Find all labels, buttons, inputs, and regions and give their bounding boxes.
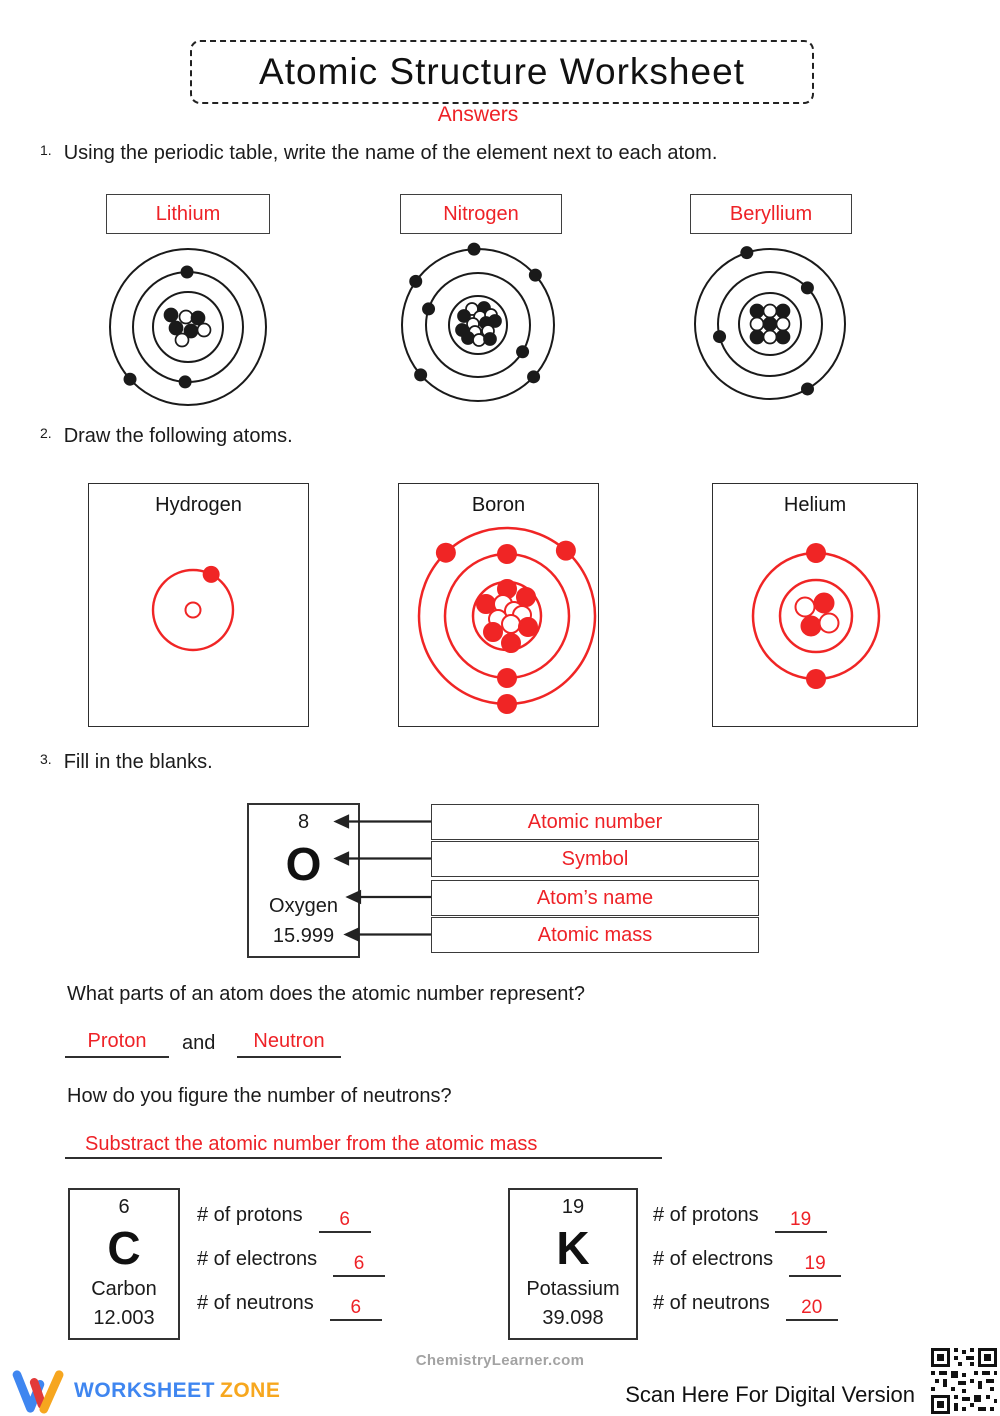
q1-number: 1. [40,142,52,158]
carbon-neutrons-answer: 6 [330,1297,382,1321]
label-box-atomic-number: Atomic number [431,804,759,840]
blank-neutron-method [65,1133,662,1159]
carbon-protons-answer: 6 [319,1209,371,1233]
potassium-symbol: K [556,1222,590,1275]
potassium-mass: 39.098 [542,1306,604,1329]
answer-neutron: Neutron [253,1030,325,1052]
carbon-protons-row: # of protons 6 [197,1204,371,1229]
logo-word-zone: ZONE [220,1379,281,1402]
draw-box-hydrogen [88,483,309,727]
oxygen-symbol: O [285,838,322,891]
answer-text-beryllium: Beryllium [729,202,813,225]
oxygen-mass: 15.999 [272,924,335,947]
potassium-electrons-answer: 19 [789,1253,841,1277]
answer-box-lithium [106,194,270,234]
answer-box-nitrogen [400,194,562,234]
label-box-atoms-name: Atom’s name [431,880,759,916]
scan-here-text: Scan Here For Digital Version [625,1382,915,1407]
carbon-atomic-number: 6 [118,1196,130,1218]
carbon-electrons-row: # of electrons 6 [197,1248,385,1273]
tile-label-arrows [240,800,770,965]
potassium-neutrons-answer: 20 [786,1297,838,1321]
potassium-protons-answer: 19 [775,1209,827,1233]
answer-text-nitrogen: Nitrogen [443,202,519,225]
atom-diagram-nitrogen [393,240,563,410]
label-box-atomic-mass: Atomic mass [431,917,759,953]
draw-box-label-hydrogen: Hydrogen [155,494,242,516]
draw-box-boron [398,483,599,727]
answers-subtitle: Answers [437,103,519,126]
conjunction-and: and [182,1032,216,1054]
atom-diagram-beryllium [685,239,855,409]
potassium-atomic-number: 19 [561,1196,585,1218]
blank-neutron [237,1030,341,1058]
q2-prompt: $^{2.}$ Draw the following atoms. [40,425,293,447]
logo-word-worksheet: WORKSHEET [74,1379,215,1402]
answer-text-lithium: Lithium [155,202,221,225]
draw-box-helium [712,483,918,727]
site-credit: ChemistryLearner.com [415,1352,585,1369]
carbon-symbol: C [107,1222,141,1275]
element-tile-carbon [68,1188,180,1340]
atom-diagram-lithium [103,242,273,412]
q3-prompt: $^{3.}$ Fill in the blanks. [40,751,213,773]
worksheetzone-logo-mark [12,1368,66,1414]
oxygen-atomic-number: 8 [297,811,310,833]
draw-box-label-helium: Helium [783,494,847,516]
atom-drawing-hydrogen [93,510,293,710]
answer-box-beryllium [690,194,852,234]
potassium-neutrons-row: # of neutrons 20 [653,1292,838,1317]
answer-neutron-method: Substract the atomic number from the atomic mass [85,1133,538,1155]
element-tile-potassium [508,1188,638,1340]
page-title: Atomic Structure Worksheet [259,51,745,92]
draw-box-label-boron: Boron [471,494,526,516]
subq1-prompt: What parts of an atom does the atomic number represent? [67,983,586,1005]
title-box [190,40,814,104]
atom-drawing-boron [407,516,607,716]
carbon-name: Carbon [91,1277,157,1300]
potassium-protons-row: # of protons 19 [653,1204,827,1229]
subq2-prompt: How do you figure the number of neutrons? [67,1085,452,1107]
carbon-mass: 12.003 [93,1306,155,1329]
potassium-electrons-row: # of electrons 19 [653,1248,841,1273]
oxygen-name: Oxygen [269,894,338,917]
answer-proton: Proton [87,1030,147,1052]
carbon-electrons-answer: 6 [333,1253,385,1277]
atom-drawing-helium [716,516,916,716]
qr-code [929,1346,999,1416]
q2-number: 2. [40,425,52,441]
q3-number: 3. [40,751,52,767]
blank-proton [65,1030,169,1058]
label-box-symbol: Symbol [431,841,759,877]
q1-prompt: $^{1.}$ Using the periodic table, write the name of the element next to each atom. [40,142,718,164]
worksheetzone-logo [12,1367,280,1415]
potassium-name: Potassium [526,1277,620,1300]
carbon-neutrons-row: # of neutrons 6 [197,1292,382,1317]
